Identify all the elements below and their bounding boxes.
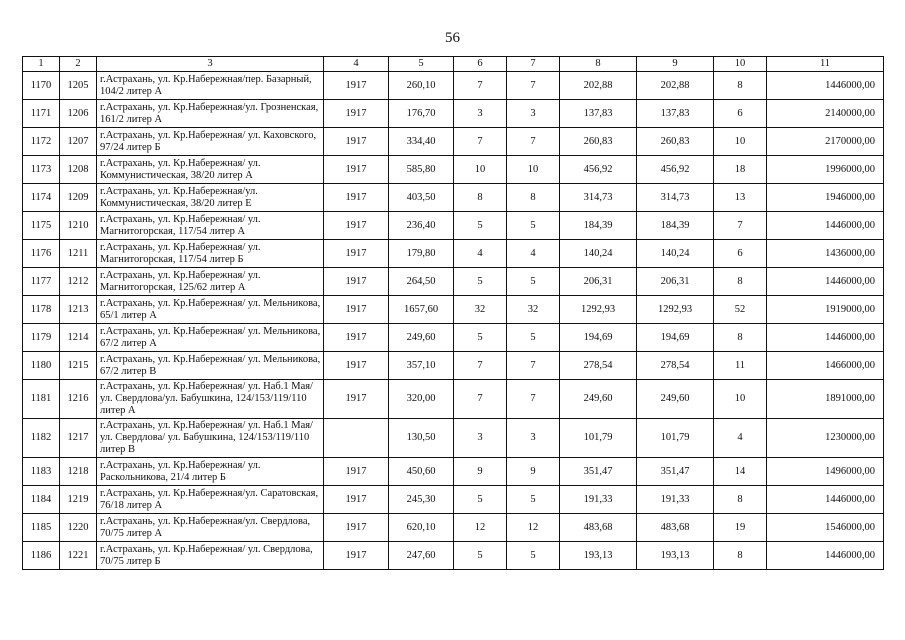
col6-cell: 7 — [454, 72, 507, 100]
address-cell: г.Астрахань, ул. Кр.Набережная/ул. Грозненская, 161/2 литер А — [97, 100, 324, 128]
area-cell: 357,10 — [389, 352, 454, 380]
table-row — [23, 240, 884, 268]
col7-cell: 3 — [507, 419, 560, 458]
value-cell: 1466000,00 — [767, 352, 884, 380]
property-table — [22, 56, 884, 570]
col7-cell: 7 — [507, 128, 560, 156]
object-id: 1221 — [60, 542, 97, 570]
row-number: 1180 — [23, 352, 60, 380]
row-number: 1183 — [23, 458, 60, 486]
area-cell: 236,40 — [389, 212, 454, 240]
year-cell: 1917 — [324, 324, 389, 352]
year-cell: 1917 — [324, 458, 389, 486]
object-id: 1220 — [60, 514, 97, 542]
col9-cell: 191,33 — [637, 486, 714, 514]
table-row — [23, 100, 884, 128]
row-number: 1173 — [23, 156, 60, 184]
table-row — [23, 486, 884, 514]
row-number: 1175 — [23, 212, 60, 240]
col10-cell: 8 — [714, 72, 767, 100]
address-cell: г.Астрахань, ул. Кр.Набережная/ ул. Раскольникова, 21/4 литер Б — [97, 458, 324, 486]
col10-cell: 19 — [714, 514, 767, 542]
col10-cell: 52 — [714, 296, 767, 324]
col8-cell: 184,39 — [560, 212, 637, 240]
col9-cell: 184,39 — [637, 212, 714, 240]
col7-cell: 32 — [507, 296, 560, 324]
table-row — [23, 419, 884, 458]
col8-cell: 202,88 — [560, 72, 637, 100]
value-cell: 1891000,00 — [767, 380, 884, 419]
col8-cell: 137,83 — [560, 100, 637, 128]
table-row — [23, 296, 884, 324]
address-cell: г.Астрахань, ул. Кр.Набережная/ ул. Мельникова, 65/1 литер А — [97, 296, 324, 324]
col8-cell: 260,83 — [560, 128, 637, 156]
year-cell: 1917 — [324, 380, 389, 419]
area-cell: 130,50 — [389, 419, 454, 458]
row-number: 1176 — [23, 240, 60, 268]
col7-cell: 5 — [507, 542, 560, 570]
col8-cell: 483,68 — [560, 514, 637, 542]
area-cell: 403,50 — [389, 184, 454, 212]
row-number: 1174 — [23, 184, 60, 212]
address-cell: г.Астрахань, ул. Кр.Набережная/ ул. Мельникова, 67/2 литер В — [97, 352, 324, 380]
column-header-3: 3 — [97, 57, 324, 72]
area-cell: 620,10 — [389, 514, 454, 542]
page-number: 56 — [445, 30, 460, 46]
column-header-10: 10 — [714, 57, 767, 72]
table-body — [23, 72, 884, 570]
col8-cell: 193,13 — [560, 542, 637, 570]
table-row — [23, 268, 884, 296]
col9-cell: 1292,93 — [637, 296, 714, 324]
value-cell: 1436000,00 — [767, 240, 884, 268]
area-cell: 585,80 — [389, 156, 454, 184]
value-cell: 1446000,00 — [767, 212, 884, 240]
col9-cell: 101,79 — [637, 419, 714, 458]
col7-cell: 7 — [507, 72, 560, 100]
year-cell: 1917 — [324, 128, 389, 156]
value-cell: 1919000,00 — [767, 296, 884, 324]
row-number: 1184 — [23, 486, 60, 514]
address-cell: г.Астрахань, ул. Кр.Набережная/ ул. Свердлова, 70/75 литер Б — [97, 542, 324, 570]
col8-cell: 314,73 — [560, 184, 637, 212]
col9-cell: 249,60 — [637, 380, 714, 419]
row-number: 1185 — [23, 514, 60, 542]
area-cell: 176,70 — [389, 100, 454, 128]
col7-cell: 12 — [507, 514, 560, 542]
col6-cell: 3 — [454, 100, 507, 128]
year-cell: 1917 — [324, 156, 389, 184]
col10-cell: 8 — [714, 486, 767, 514]
year-cell: 1917 — [324, 296, 389, 324]
row-number: 1182 — [23, 419, 60, 458]
value-cell: 2170000,00 — [767, 128, 884, 156]
object-id: 1217 — [60, 419, 97, 458]
year-cell: 1917 — [324, 240, 389, 268]
address-cell: г.Астрахань, ул. Кр.Набережная/ ул. Магнитогорская, 117/54 литер Б — [97, 240, 324, 268]
area-cell: 260,10 — [389, 72, 454, 100]
column-header-8: 8 — [560, 57, 637, 72]
value-cell: 1446000,00 — [767, 542, 884, 570]
col10-cell: 11 — [714, 352, 767, 380]
col7-cell: 5 — [507, 268, 560, 296]
col6-cell: 5 — [454, 268, 507, 296]
address-cell: г.Астрахань, ул. Кр.Набережная/ул. Свердлова, 70/75 литер А — [97, 514, 324, 542]
col6-cell: 7 — [454, 128, 507, 156]
col7-cell: 7 — [507, 352, 560, 380]
col10-cell: 14 — [714, 458, 767, 486]
row-number: 1172 — [23, 128, 60, 156]
col7-cell: 5 — [507, 486, 560, 514]
col8-cell: 278,54 — [560, 352, 637, 380]
column-header-4: 4 — [324, 57, 389, 72]
address-cell: г.Астрахань, ул. Кр.Набережная/ул. Коммунистическая, 38/20 литер Е — [97, 184, 324, 212]
col7-cell: 3 — [507, 100, 560, 128]
address-cell: г.Астрахань, ул. Кр.Набережная/ ул. Коммунистическая, 38/20 литер А — [97, 156, 324, 184]
column-header-2: 2 — [60, 57, 97, 72]
col6-cell: 5 — [454, 542, 507, 570]
area-cell: 320,00 — [389, 380, 454, 419]
header-row — [23, 57, 884, 72]
table-row — [23, 514, 884, 542]
area-cell: 264,50 — [389, 268, 454, 296]
col9-cell: 206,31 — [637, 268, 714, 296]
col6-cell: 32 — [454, 296, 507, 324]
col9-cell: 314,73 — [637, 184, 714, 212]
year-cell: 1917 — [324, 268, 389, 296]
object-id: 1212 — [60, 268, 97, 296]
col6-cell: 8 — [454, 184, 507, 212]
address-cell: г.Астрахань, ул. Кр.Набережная/ ул. Мельникова, 67/2 литер А — [97, 324, 324, 352]
table-row — [23, 184, 884, 212]
col6-cell: 3 — [454, 419, 507, 458]
row-number: 1181 — [23, 380, 60, 419]
col6-cell: 12 — [454, 514, 507, 542]
year-cell: 1917 — [324, 212, 389, 240]
col10-cell: 8 — [714, 268, 767, 296]
table-row — [23, 72, 884, 100]
col9-cell: 193,13 — [637, 542, 714, 570]
col10-cell: 6 — [714, 100, 767, 128]
col9-cell: 202,88 — [637, 72, 714, 100]
area-cell: 1657,60 — [389, 296, 454, 324]
row-number: 1177 — [23, 268, 60, 296]
row-number: 1178 — [23, 296, 60, 324]
value-cell: 1446000,00 — [767, 72, 884, 100]
column-header-1: 1 — [23, 57, 60, 72]
object-id: 1216 — [60, 380, 97, 419]
col8-cell: 101,79 — [560, 419, 637, 458]
table-row — [23, 212, 884, 240]
col10-cell: 13 — [714, 184, 767, 212]
area-cell: 334,40 — [389, 128, 454, 156]
address-cell: г.Астрахань, ул. Кр.Набережная/ ул. Наб.1 Мая/ ул. Свердлова/ ул. Бабушкина, 124/153/119/110 литер В — [97, 419, 324, 458]
year-cell: 1917 — [324, 352, 389, 380]
col6-cell: 4 — [454, 240, 507, 268]
col7-cell: 10 — [507, 156, 560, 184]
col10-cell: 8 — [714, 542, 767, 570]
object-id: 1211 — [60, 240, 97, 268]
value-cell: 1946000,00 — [767, 184, 884, 212]
col10-cell: 8 — [714, 324, 767, 352]
col6-cell: 5 — [454, 212, 507, 240]
col6-cell: 5 — [454, 324, 507, 352]
object-id: 1214 — [60, 324, 97, 352]
address-cell: г.Астрахань, ул. Кр.Набережная/ ул. Магнитогорская, 125/62 литер А — [97, 268, 324, 296]
object-id: 1205 — [60, 72, 97, 100]
col10-cell: 7 — [714, 212, 767, 240]
col7-cell: 7 — [507, 380, 560, 419]
col9-cell: 456,92 — [637, 156, 714, 184]
col7-cell: 5 — [507, 212, 560, 240]
column-header-9: 9 — [637, 57, 714, 72]
col6-cell: 7 — [454, 380, 507, 419]
col8-cell: 140,24 — [560, 240, 637, 268]
value-cell: 1230000,00 — [767, 419, 884, 458]
year-cell: 1917 — [324, 486, 389, 514]
col7-cell: 9 — [507, 458, 560, 486]
table-row — [23, 156, 884, 184]
value-cell: 1496000,00 — [767, 458, 884, 486]
address-cell: г.Астрахань, ул. Кр.Набережная/ ул. Магнитогорская, 117/54 литер А — [97, 212, 324, 240]
object-id: 1208 — [60, 156, 97, 184]
object-id: 1206 — [60, 100, 97, 128]
value-cell: 1446000,00 — [767, 486, 884, 514]
column-header-7: 7 — [507, 57, 560, 72]
value-cell: 1546000,00 — [767, 514, 884, 542]
object-id: 1209 — [60, 184, 97, 212]
col6-cell: 5 — [454, 486, 507, 514]
area-cell: 450,60 — [389, 458, 454, 486]
table-row — [23, 324, 884, 352]
col10-cell: 10 — [714, 128, 767, 156]
value-cell: 1446000,00 — [767, 324, 884, 352]
col8-cell: 249,60 — [560, 380, 637, 419]
col6-cell: 10 — [454, 156, 507, 184]
table-row — [23, 458, 884, 486]
col8-cell: 351,47 — [560, 458, 637, 486]
area-cell: 247,60 — [389, 542, 454, 570]
column-header-6: 6 — [454, 57, 507, 72]
col10-cell: 6 — [714, 240, 767, 268]
col10-cell: 10 — [714, 380, 767, 419]
col8-cell: 191,33 — [560, 486, 637, 514]
year-cell: 1917 — [324, 72, 389, 100]
col9-cell: 194,69 — [637, 324, 714, 352]
col9-cell: 483,68 — [637, 514, 714, 542]
object-id: 1218 — [60, 458, 97, 486]
year-cell: 1917 — [324, 100, 389, 128]
row-number: 1179 — [23, 324, 60, 352]
row-number: 1170 — [23, 72, 60, 100]
col7-cell: 5 — [507, 324, 560, 352]
object-id: 1219 — [60, 486, 97, 514]
address-cell: г.Астрахань, ул. Кр.Набережная/пер. Базарный, 104/2 литер А — [97, 72, 324, 100]
col8-cell: 1292,93 — [560, 296, 637, 324]
column-header-5: 5 — [389, 57, 454, 72]
row-number: 1171 — [23, 100, 60, 128]
table-row — [23, 542, 884, 570]
area-cell: 179,80 — [389, 240, 454, 268]
table-row — [23, 380, 884, 419]
object-id: 1213 — [60, 296, 97, 324]
col10-cell: 18 — [714, 156, 767, 184]
object-id: 1210 — [60, 212, 97, 240]
column-header-11: 11 — [767, 57, 884, 72]
year-cell: 1917 — [324, 184, 389, 212]
value-cell: 1446000,00 — [767, 268, 884, 296]
col8-cell: 194,69 — [560, 324, 637, 352]
address-cell: г.Астрахань, ул. Кр.Набережная/ ул. Каховского, 97/24 литер Б — [97, 128, 324, 156]
col9-cell: 137,83 — [637, 100, 714, 128]
value-cell: 2140000,00 — [767, 100, 884, 128]
col7-cell: 4 — [507, 240, 560, 268]
col7-cell: 8 — [507, 184, 560, 212]
col10-cell: 4 — [714, 419, 767, 458]
col6-cell: 7 — [454, 352, 507, 380]
table-row — [23, 352, 884, 380]
col6-cell: 9 — [454, 458, 507, 486]
col8-cell: 206,31 — [560, 268, 637, 296]
year-cell — [324, 419, 389, 458]
table-row — [23, 128, 884, 156]
col9-cell: 278,54 — [637, 352, 714, 380]
col8-cell: 456,92 — [560, 156, 637, 184]
row-number: 1186 — [23, 542, 60, 570]
col9-cell: 140,24 — [637, 240, 714, 268]
year-cell: 1917 — [324, 514, 389, 542]
area-cell: 249,60 — [389, 324, 454, 352]
area-cell: 245,30 — [389, 486, 454, 514]
col9-cell: 351,47 — [637, 458, 714, 486]
object-id: 1215 — [60, 352, 97, 380]
year-cell: 1917 — [324, 542, 389, 570]
value-cell: 1996000,00 — [767, 156, 884, 184]
object-id: 1207 — [60, 128, 97, 156]
col9-cell: 260,83 — [637, 128, 714, 156]
address-cell: г.Астрахань, ул. Кр.Набережная/ул. Саратовская, 76/18 литер А — [97, 486, 324, 514]
address-cell: г.Астрахань, ул. Кр.Набережная/ ул. Наб.1 Мая/ ул. Свердлова/ул. Бабушкина, 124/153/119/110 литер А — [97, 380, 324, 419]
